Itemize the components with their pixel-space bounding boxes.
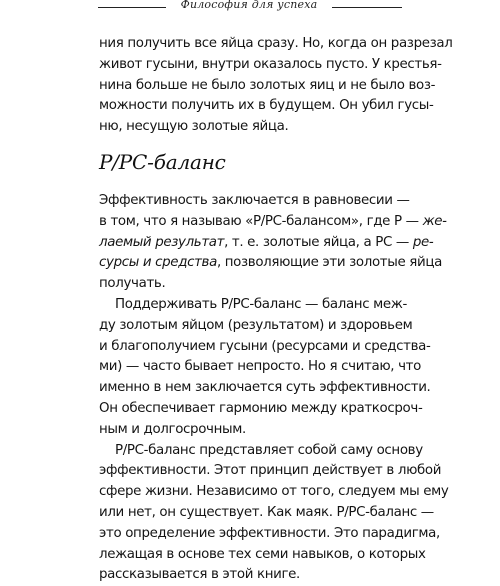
text-line: живот гусыни, внутри оказалось пусто. У крестья- bbox=[99, 56, 442, 72]
text-line: Он обеспечивает гармонию между краткосроч- bbox=[99, 400, 423, 416]
text-line: лежащая в основе тех семи навыков, о которых bbox=[99, 546, 426, 562]
text-line: Эффективность заключается в равновесии — bbox=[99, 192, 410, 208]
text-line: это определение эффективности. Это парадигма, bbox=[99, 525, 440, 541]
running-head-rule-left bbox=[98, 7, 166, 8]
text-line: сфере жизни. Независимо от того, следуем мы ему bbox=[99, 484, 449, 500]
text-line: ным и долгосрочным. bbox=[99, 421, 246, 437]
running-head-title: Философия для успеха bbox=[180, 0, 318, 11]
text-run: , т. е. золотые яйца, а РС — bbox=[224, 234, 413, 250]
text-line: эффективности. Этот принцип действует в любой bbox=[99, 463, 442, 479]
text-line: получать. bbox=[99, 276, 166, 292]
text-line: ния получить все яйца сразу. Но, когда он разрезал bbox=[99, 36, 453, 51]
text-line: Р/РС-баланс представляет собой саму основу bbox=[115, 442, 423, 458]
text-line: можности получить их в будущем. Он убил гусы- bbox=[99, 98, 434, 114]
text-line: рассказывается в этой книге. bbox=[99, 567, 300, 583]
text-line: ню, несущую золотые яйца. bbox=[99, 119, 289, 135]
page-body bbox=[99, 34, 453, 586]
text-line: или нет, он существует. Как маяк. Р/РС-баланс — bbox=[99, 504, 434, 520]
text-line: именно в нем заключается суть эффективности. bbox=[99, 380, 431, 396]
italic-run: результат bbox=[155, 234, 225, 250]
running-head bbox=[98, 0, 402, 22]
text-line: нина больше не было золотых яиц и не было воз- bbox=[99, 77, 436, 93]
intro-paragraph bbox=[99, 34, 453, 138]
text-line: и благополучием гусыни (ресурсами и средства- bbox=[99, 338, 431, 354]
text-line bbox=[99, 212, 447, 233]
italic-run: же- bbox=[422, 213, 447, 229]
text-line bbox=[99, 253, 442, 274]
paragraph-1 bbox=[99, 191, 447, 295]
text-run: в том, что я называю «Р/РС-балансом», где Р — bbox=[99, 213, 423, 229]
text-run: , позволяющие эти золотые яйца bbox=[216, 255, 442, 271]
italic-run: сурсы и средства bbox=[99, 255, 217, 271]
section-heading: Р/РС-баланс bbox=[99, 149, 226, 174]
paragraph-2 bbox=[99, 295, 431, 441]
italic-run: ре- bbox=[412, 234, 434, 250]
text-line: ду золотым яйцом (результатом) и здоровьем bbox=[99, 317, 413, 333]
text-line bbox=[99, 233, 434, 254]
italic-run: лаемый bbox=[99, 234, 156, 250]
paragraph-3 bbox=[99, 441, 449, 586]
text-line: Поддерживать Р/РС-баланс — баланс меж- bbox=[115, 296, 407, 312]
text-line: ми) — часто бывает непросто. Но я считаю, что bbox=[99, 359, 421, 375]
running-head-rule-right bbox=[332, 7, 402, 8]
